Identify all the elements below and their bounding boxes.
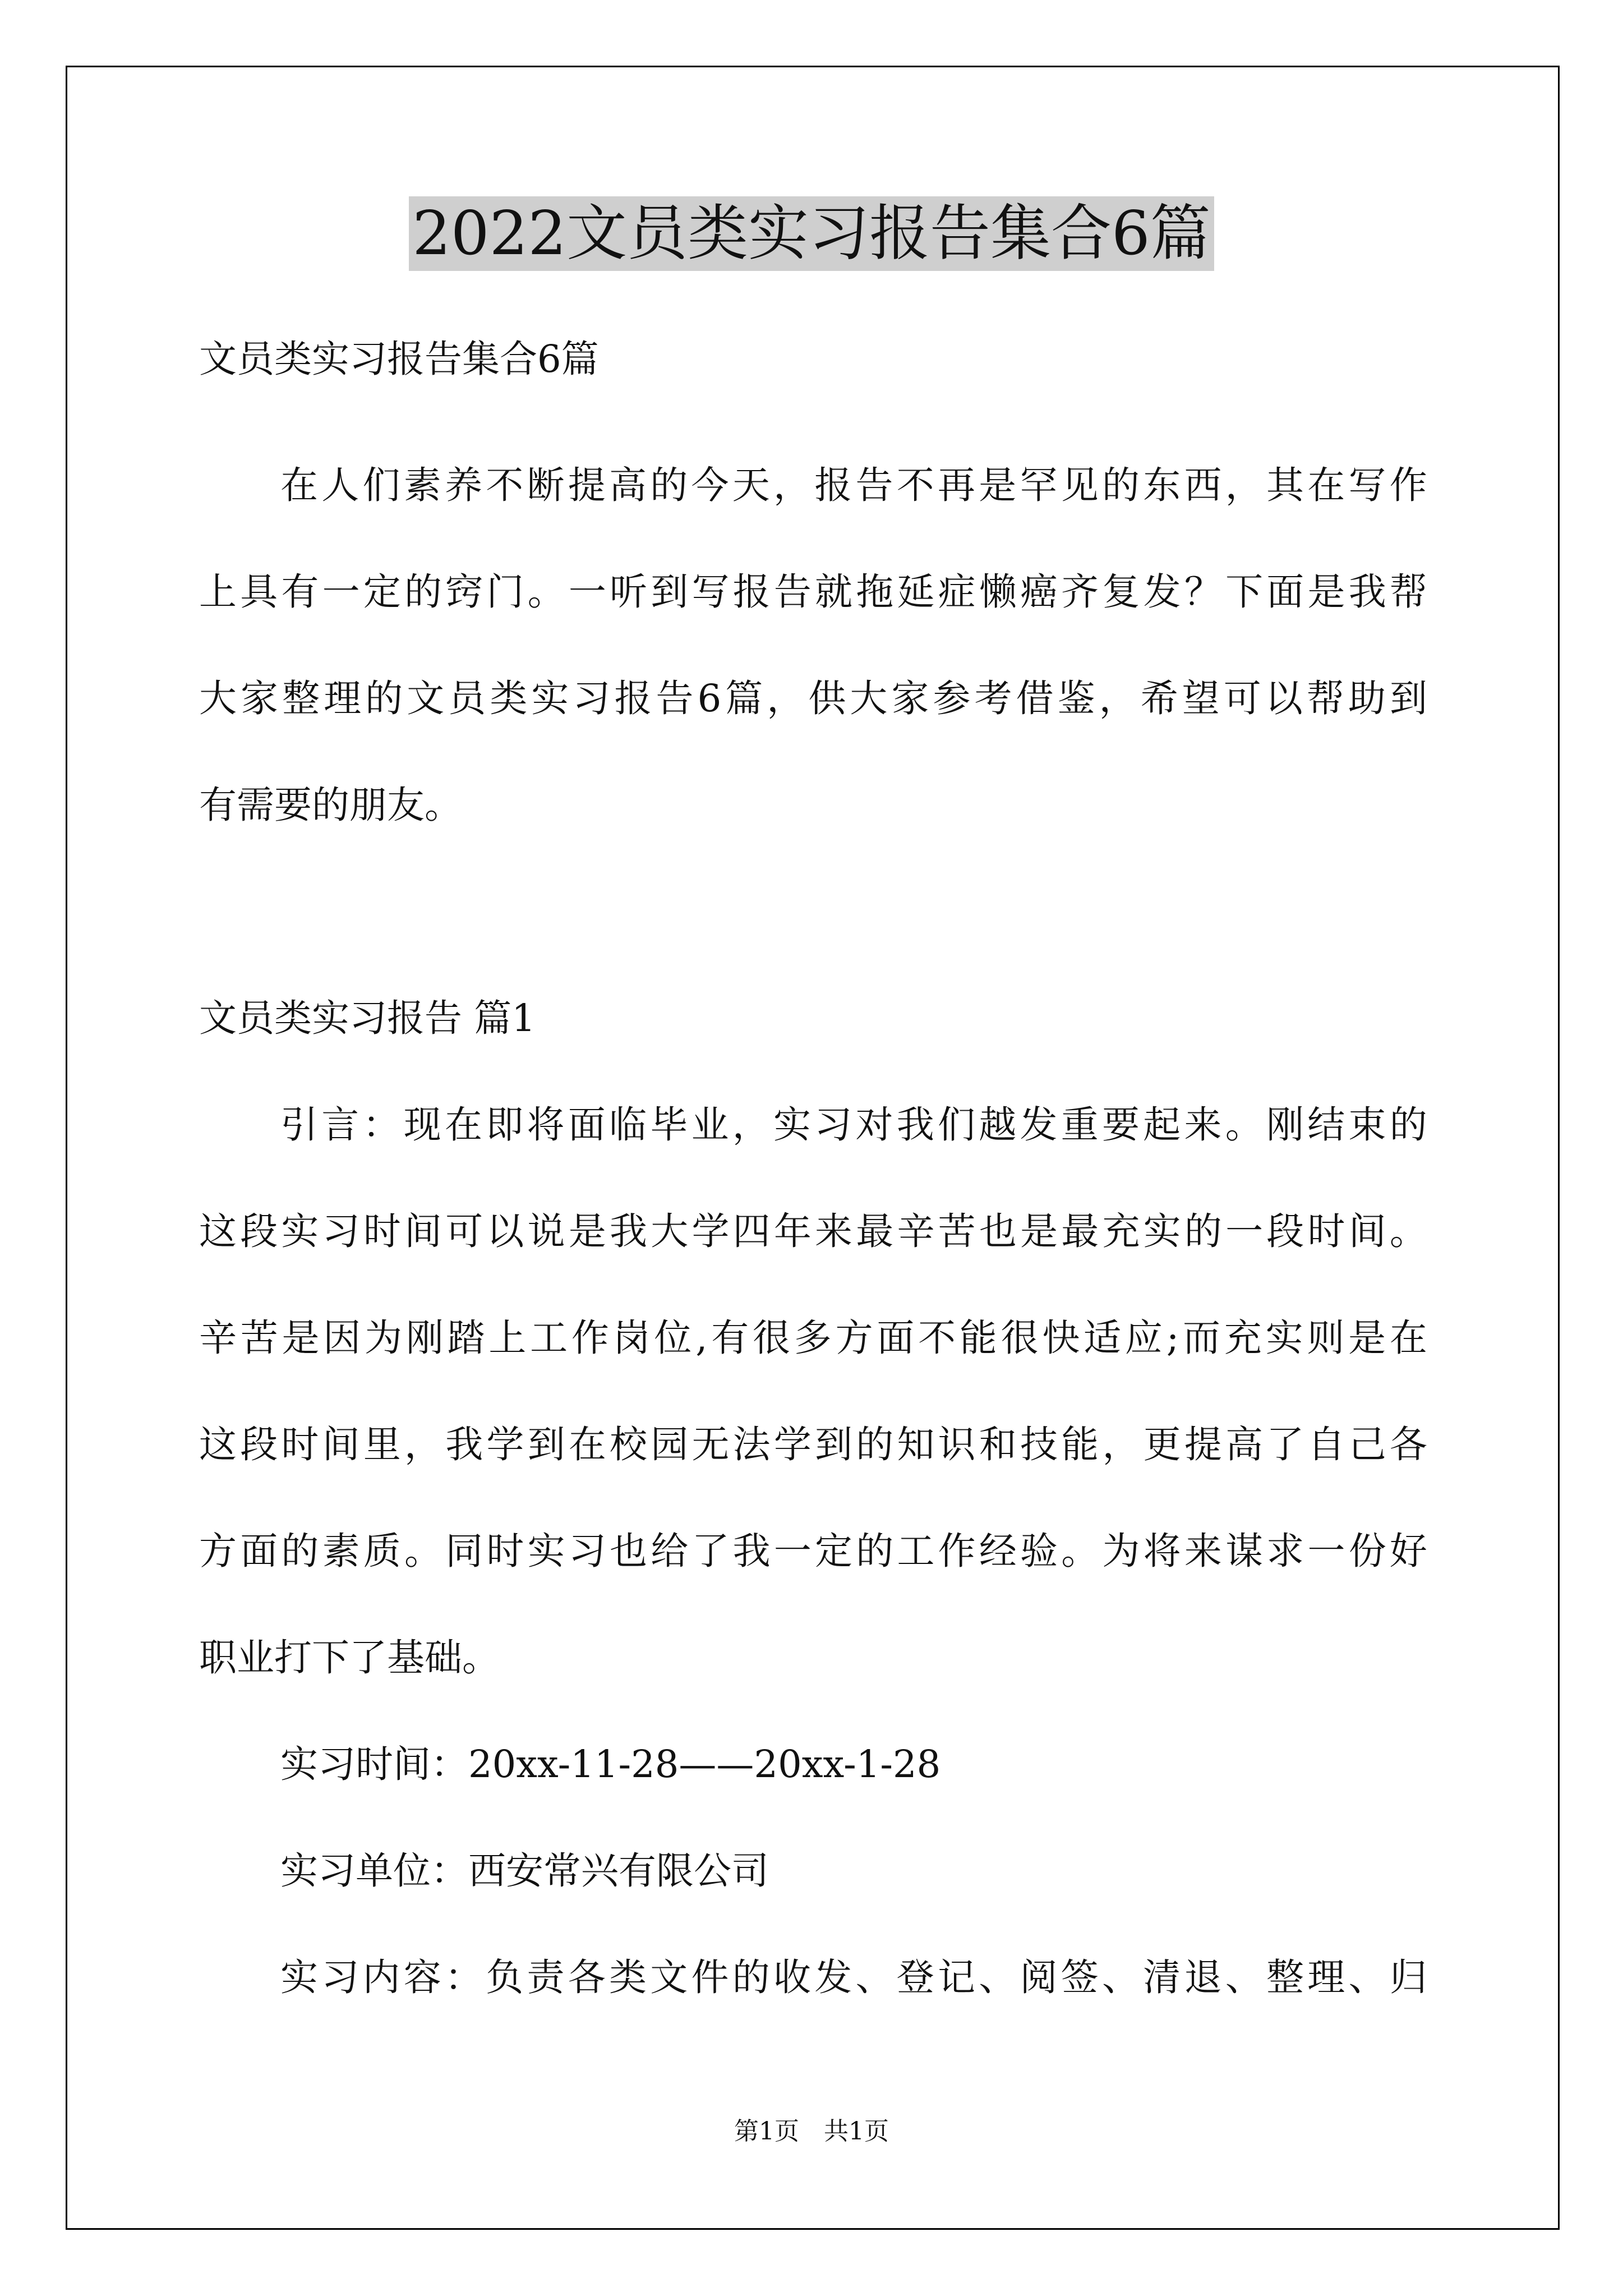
document-title: 2022文员类实习报告集合6篇: [0, 192, 1623, 276]
section1-line-4: 这 段 时 间 里 ， 我 学 到 在 校 园 无 法 学 到 的 知 识 和 技 能 ， 更 提 高 了 自 己 各: [199, 1423, 1427, 1466]
section1-line-3: 辛 苦 是 因 为 刚 踏 上 工 作 岗 位 , 有 很 多 方 面 不 能 很 快 适 应 ; 而 充 实 则 是 在: [199, 1316, 1427, 1360]
internship-unit: 实习单位：西安常兴有限公司: [280, 1849, 769, 1893]
section1-heading: 文员类实习报告 篇1: [199, 996, 536, 1040]
section1-line-6: 职业打下了基础。: [199, 1636, 500, 1680]
internship-content: 实 习 内 容 ： 负 责 各 类 文 件 的 收 发 、 登 记 、 阅 签 、 清 退 、 整 理 、 归: [280, 1955, 1427, 1999]
subtitle: 文员类实习报告集合6篇: [199, 337, 599, 381]
page-footer: 第1页 共1页: [734, 2117, 889, 2146]
internship-time: 实习时间：20xx-11-28——20xx-1-28: [280, 1742, 941, 1786]
section1-line-1: 引 言 ： 现 在 即 将 面 临 毕 业 ， 实 习 对 我 们 越 发 重 要 起 来 。 刚 结 束 的: [280, 1103, 1427, 1147]
intro-line-3: 大 家 整 理 的 文 员 类 实 习 报 告 6 篇 ， 供 大 家 参 考 借 鉴 ， 希 望 可 以 帮 助 到: [199, 677, 1427, 720]
intro-line-2: 上 具 有 一 定 的 窍 门 。 一 听 到 写 报 告 就 拖 延 症 懒 癌 齐 复 发 ？ 下 面 是 我 帮: [199, 570, 1427, 614]
section1-line-2: 这 段 实 习 时 间 可 以 说 是 我 大 学 四 年 来 最 辛 苦 也 是 最 充 实 的 一 段 时 间 。: [199, 1209, 1427, 1253]
intro-line-1: 在 人 们 素 养 不 断 提 高 的 今 天 ， 报 告 不 再 是 罕 见 的 东 西 ， 其 在 写 作: [280, 463, 1427, 507]
section1-line-5: 方 面 的 素 质 。 同 时 实 习 也 给 了 我 一 定 的 工 作 经 验 。 为 将 来 谋 求 一 份 好: [199, 1529, 1427, 1573]
intro-line-4: 有需要的朋友。: [199, 783, 462, 827]
